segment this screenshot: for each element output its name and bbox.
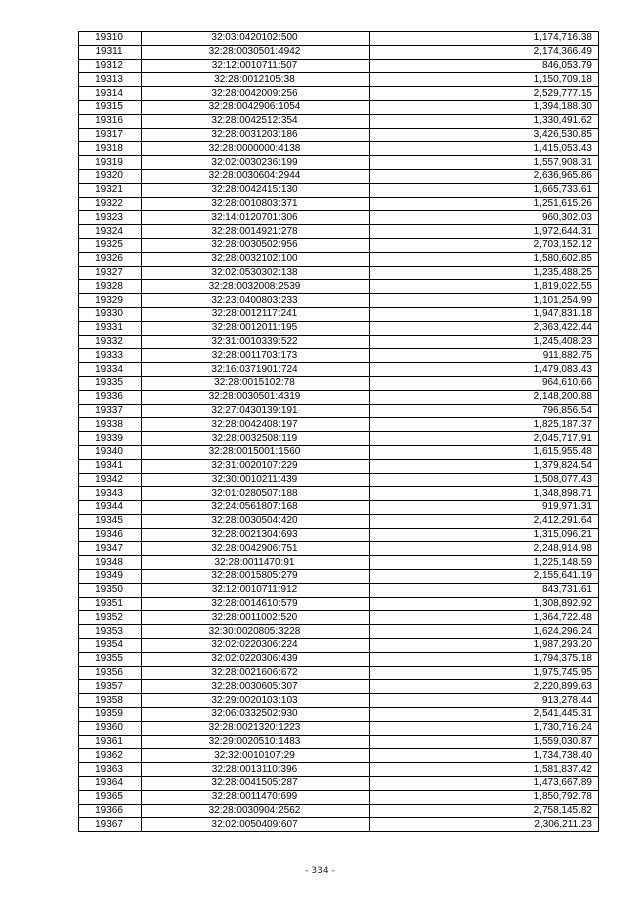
cadastral-number-cell: 32:02:0220306:224 <box>142 639 370 653</box>
amount-cell: 1,225,148.59 <box>370 556 599 570</box>
table-row <box>79 570 599 584</box>
row-id-cell: 19356 <box>79 666 142 680</box>
amount-cell: 1,624,296.24 <box>370 625 599 639</box>
cadastral-number-cell: 32:03:0420102:500 <box>142 32 370 46</box>
amount-cell: 2,636,965.86 <box>370 169 599 183</box>
table-row <box>79 169 599 183</box>
row-id-cell: 19341 <box>79 459 142 473</box>
amount-cell: 1,615,955.48 <box>370 445 599 459</box>
table-row <box>79 59 599 73</box>
amount-cell: 913,278.44 <box>370 694 599 708</box>
row-id-cell: 19355 <box>79 652 142 666</box>
table-row <box>79 459 599 473</box>
row-id-cell: 19318 <box>79 142 142 156</box>
row-id-cell: 19325 <box>79 238 142 252</box>
row-id-cell: 19362 <box>79 749 142 763</box>
table-row <box>79 818 599 832</box>
cadastral-number-cell: 32:28:0041505:287 <box>142 777 370 791</box>
table-row <box>79 321 599 335</box>
amount-cell: 1,150,709.18 <box>370 73 599 87</box>
table-row <box>79 666 599 680</box>
cadastral-number-cell: 32:01:0280507:188 <box>142 487 370 501</box>
cadastral-number-cell: 32:28:0011703:173 <box>142 349 370 363</box>
row-id-cell: 19353 <box>79 625 142 639</box>
amount-cell: 1,348,898.71 <box>370 487 599 501</box>
amount-cell: 1,379,824.54 <box>370 459 599 473</box>
amount-cell: 1,473,667.89 <box>370 777 599 791</box>
amount-cell: 2,758,145.82 <box>370 804 599 818</box>
table-row <box>79 197 599 211</box>
amount-cell: 1,825,187.37 <box>370 418 599 432</box>
cadastral-number-cell: 32:28:0012117:241 <box>142 307 370 321</box>
table-row <box>79 749 599 763</box>
amount-cell: 2,045,717.91 <box>370 432 599 446</box>
row-id-cell: 19361 <box>79 735 142 749</box>
table-row <box>79 349 599 363</box>
cadastral-number-cell: 32:02:0050409:607 <box>142 818 370 832</box>
table-row <box>79 225 599 239</box>
table-row <box>79 473 599 487</box>
amount-cell: 1,101,254.99 <box>370 294 599 308</box>
row-id-cell: 19311 <box>79 45 142 59</box>
data-table <box>78 31 599 832</box>
table-row <box>79 404 599 418</box>
table-row <box>79 735 599 749</box>
table-row <box>79 639 599 653</box>
cadastral-number-cell: 32:12:0010711:507 <box>142 59 370 73</box>
cadastral-number-cell: 32:28:0012105:38 <box>142 73 370 87</box>
table-row <box>79 542 599 556</box>
cadastral-number-cell: 32:02:0530302:138 <box>142 266 370 280</box>
amount-cell: 2,541,445.31 <box>370 708 599 722</box>
table-row <box>79 128 599 142</box>
amount-cell: 2,412,291.64 <box>370 514 599 528</box>
cadastral-number-cell: 32:28:0031203:186 <box>142 128 370 142</box>
row-id-cell: 19345 <box>79 514 142 528</box>
table-row <box>79 45 599 59</box>
amount-cell: 1,415,053.43 <box>370 142 599 156</box>
row-id-cell: 19310 <box>79 32 142 46</box>
table-row <box>79 514 599 528</box>
amount-cell: 1,245,408.23 <box>370 335 599 349</box>
cadastral-number-cell: 32:32:0010107:29 <box>142 749 370 763</box>
page-number: - 334 - <box>305 866 335 876</box>
table-row <box>79 556 599 570</box>
table-row <box>79 804 599 818</box>
cadastral-number-cell: 32:28:0011470:699 <box>142 790 370 804</box>
cadastral-number-cell: 32:29:0020103:103 <box>142 694 370 708</box>
row-id-cell: 19363 <box>79 763 142 777</box>
amount-cell: 1,581,837.42 <box>370 763 599 777</box>
row-id-cell: 19324 <box>79 225 142 239</box>
row-id-cell: 19332 <box>79 335 142 349</box>
cadastral-number-cell: 32:12:0010711:912 <box>142 583 370 597</box>
row-id-cell: 19347 <box>79 542 142 556</box>
amount-cell: 1,308,892.92 <box>370 597 599 611</box>
table-row <box>79 763 599 777</box>
cadastral-number-cell: 32:28:0011470:91 <box>142 556 370 570</box>
cadastral-number-cell: 32:31:0020107:229 <box>142 459 370 473</box>
cadastral-number-cell: 32:28:0042408:197 <box>142 418 370 432</box>
row-id-cell: 19357 <box>79 680 142 694</box>
table-row <box>79 694 599 708</box>
table-row <box>79 445 599 459</box>
cadastral-number-cell: 32:28:0042906:751 <box>142 542 370 556</box>
amount-cell: 796,856.54 <box>370 404 599 418</box>
cadastral-number-cell: 32:28:0030605:307 <box>142 680 370 694</box>
row-id-cell: 19322 <box>79 197 142 211</box>
amount-cell: 1,972,644.31 <box>370 225 599 239</box>
row-id-cell: 19344 <box>79 501 142 515</box>
amount-cell: 1,315,096.21 <box>370 528 599 542</box>
cadastral-number-cell: 32:28:0013110:396 <box>142 763 370 777</box>
row-id-cell: 19338 <box>79 418 142 432</box>
amount-cell: 2,363,422.44 <box>370 321 599 335</box>
table-row <box>79 363 599 377</box>
row-id-cell: 19349 <box>79 570 142 584</box>
table-row <box>79 790 599 804</box>
row-id-cell: 19337 <box>79 404 142 418</box>
row-id-cell: 19320 <box>79 169 142 183</box>
row-id-cell: 19348 <box>79 556 142 570</box>
row-id-cell: 19334 <box>79 363 142 377</box>
table-row <box>79 390 599 404</box>
cadastral-number-cell: 32:28:0042009:256 <box>142 87 370 101</box>
row-id-cell: 19360 <box>79 721 142 735</box>
table-row <box>79 611 599 625</box>
cadastral-number-cell: 32:28:0032102:100 <box>142 252 370 266</box>
row-id-cell: 19316 <box>79 114 142 128</box>
cadastral-number-cell: 32:27:0430139:191 <box>142 404 370 418</box>
table-row <box>79 418 599 432</box>
table-row <box>79 252 599 266</box>
table-row <box>79 32 599 46</box>
table-row <box>79 73 599 87</box>
row-id-cell: 19365 <box>79 790 142 804</box>
amount-cell: 1,730,716.24 <box>370 721 599 735</box>
cadastral-number-cell: 32:28:0021320:1223 <box>142 721 370 735</box>
cadastral-number-cell: 32:28:0030604:2944 <box>142 169 370 183</box>
row-id-cell: 19328 <box>79 280 142 294</box>
row-id-cell: 19342 <box>79 473 142 487</box>
row-id-cell: 19340 <box>79 445 142 459</box>
cadastral-number-cell: 32:24:0561807:168 <box>142 501 370 515</box>
row-id-cell: 19333 <box>79 349 142 363</box>
table-row <box>79 114 599 128</box>
cadastral-number-cell: 32:28:0030502:956 <box>142 238 370 252</box>
table-row <box>79 211 599 225</box>
row-id-cell: 19326 <box>79 252 142 266</box>
amount-cell: 1,364,722.48 <box>370 611 599 625</box>
table-row <box>79 280 599 294</box>
row-id-cell: 19366 <box>79 804 142 818</box>
amount-cell: 2,174,366.49 <box>370 45 599 59</box>
table-row <box>79 294 599 308</box>
cadastral-number-cell: 32:02:0220306:439 <box>142 652 370 666</box>
table-row <box>79 142 599 156</box>
amount-cell: 1,580,602.85 <box>370 252 599 266</box>
table-row <box>79 266 599 280</box>
cadastral-number-cell: 32:06:0332502:930 <box>142 708 370 722</box>
row-id-cell: 19364 <box>79 777 142 791</box>
amount-cell: 2,248,914.98 <box>370 542 599 556</box>
cadastral-number-cell: 32:28:0030501:4942 <box>142 45 370 59</box>
row-id-cell: 19359 <box>79 708 142 722</box>
table-row <box>79 307 599 321</box>
amount-cell: 1,987,293.20 <box>370 639 599 653</box>
cadastral-number-cell: 32:28:0015001:1560 <box>142 445 370 459</box>
table-row <box>79 238 599 252</box>
cadastral-number-cell: 32:14:0120701:306 <box>142 211 370 225</box>
amount-cell: 843,731.61 <box>370 583 599 597</box>
amount-cell: 911,882.75 <box>370 349 599 363</box>
row-id-cell: 19339 <box>79 432 142 446</box>
row-id-cell: 19350 <box>79 583 142 597</box>
table-row <box>79 432 599 446</box>
row-id-cell: 19317 <box>79 128 142 142</box>
amount-cell: 1,330,491.62 <box>370 114 599 128</box>
cadastral-number-cell: 32:28:0011002:520 <box>142 611 370 625</box>
row-id-cell: 19367 <box>79 818 142 832</box>
amount-cell: 2,220,899.63 <box>370 680 599 694</box>
table-row <box>79 708 599 722</box>
amount-cell: 1,734,738.40 <box>370 749 599 763</box>
cadastral-number-cell: 32:28:0000000:4138 <box>142 142 370 156</box>
amount-cell: 1,235,488.25 <box>370 266 599 280</box>
table-row <box>79 156 599 170</box>
amount-cell: 1,559,030.87 <box>370 735 599 749</box>
amount-cell: 1,394,188.30 <box>370 100 599 114</box>
table-row <box>79 100 599 114</box>
cadastral-number-cell: 32:28:0021304:693 <box>142 528 370 542</box>
cadastral-number-cell: 32:23:0400803:233 <box>142 294 370 308</box>
row-id-cell: 19354 <box>79 639 142 653</box>
cadastral-number-cell: 32:28:0032508:119 <box>142 432 370 446</box>
amount-cell: 2,529,777.15 <box>370 87 599 101</box>
table-row <box>79 335 599 349</box>
cadastral-number-cell: 32:02:0030236:199 <box>142 156 370 170</box>
table-row <box>79 597 599 611</box>
cadastral-number-cell: 32:28:0042415:130 <box>142 183 370 197</box>
amount-cell: 2,703,152.12 <box>370 238 599 252</box>
amount-cell: 1,850,792.78 <box>370 790 599 804</box>
amount-cell: 1,508,077.43 <box>370 473 599 487</box>
table-row <box>79 625 599 639</box>
row-id-cell: 19343 <box>79 487 142 501</box>
amount-cell: 1,251,615.26 <box>370 197 599 211</box>
cadastral-number-cell: 32:28:0042906:1054 <box>142 100 370 114</box>
row-id-cell: 19331 <box>79 321 142 335</box>
amount-cell: 1,665,733.61 <box>370 183 599 197</box>
row-id-cell: 19315 <box>79 100 142 114</box>
table-row <box>79 528 599 542</box>
row-id-cell: 19330 <box>79 307 142 321</box>
cadastral-number-cell: 32:28:0014921:278 <box>142 225 370 239</box>
table-row <box>79 680 599 694</box>
cadastral-number-cell: 32:30:0010211:439 <box>142 473 370 487</box>
amount-cell: 919,971.31 <box>370 501 599 515</box>
row-id-cell: 19327 <box>79 266 142 280</box>
table-row <box>79 487 599 501</box>
row-id-cell: 19323 <box>79 211 142 225</box>
amount-cell: 846,053.79 <box>370 59 599 73</box>
cadastral-number-cell: 32:29:0020510:1483 <box>142 735 370 749</box>
amount-cell: 1,479,083.43 <box>370 363 599 377</box>
cadastral-number-cell: 32:28:0010803:371 <box>142 197 370 211</box>
cadastral-number-cell: 32:28:0012011:195 <box>142 321 370 335</box>
cadastral-number-cell: 32:28:0014610:579 <box>142 597 370 611</box>
amount-cell: 1,975,745.95 <box>370 666 599 680</box>
amount-cell: 2,306,211.23 <box>370 818 599 832</box>
cadastral-number-cell: 32:16:0371901:724 <box>142 363 370 377</box>
amount-cell: 1,557,908.31 <box>370 156 599 170</box>
amount-cell: 2,148,200.88 <box>370 390 599 404</box>
cadastral-number-cell: 32:28:0030904:2562 <box>142 804 370 818</box>
row-id-cell: 19319 <box>79 156 142 170</box>
cadastral-number-cell: 32:28:0042512:354 <box>142 114 370 128</box>
cadastral-number-cell: 32:28:0021606:672 <box>142 666 370 680</box>
table-row <box>79 583 599 597</box>
amount-cell: 2,155,641.19 <box>370 570 599 584</box>
row-id-cell: 19336 <box>79 390 142 404</box>
cadastral-number-cell: 32:30:0020805:3228 <box>142 625 370 639</box>
row-id-cell: 19314 <box>79 87 142 101</box>
cadastral-number-cell: 32:28:0032008:2539 <box>142 280 370 294</box>
amount-cell: 3,426,530.85 <box>370 128 599 142</box>
table-row <box>79 183 599 197</box>
table-row <box>79 652 599 666</box>
row-id-cell: 19352 <box>79 611 142 625</box>
table-row <box>79 87 599 101</box>
table-row <box>79 777 599 791</box>
row-id-cell: 19358 <box>79 694 142 708</box>
table-row <box>79 721 599 735</box>
row-id-cell: 19329 <box>79 294 142 308</box>
cadastral-number-cell: 32:28:0015102:78 <box>142 376 370 390</box>
amount-cell: 1,947,831.18 <box>370 307 599 321</box>
table-row <box>79 376 599 390</box>
amount-cell: 1,819,022.55 <box>370 280 599 294</box>
amount-cell: 964,610.66 <box>370 376 599 390</box>
amount-cell: 960,302.03 <box>370 211 599 225</box>
cadastral-number-cell: 32:31:0010339:522 <box>142 335 370 349</box>
table-row <box>79 501 599 515</box>
table-body <box>79 32 599 832</box>
amount-cell: 1,794,375.18 <box>370 652 599 666</box>
row-id-cell: 19312 <box>79 59 142 73</box>
row-id-cell: 19351 <box>79 597 142 611</box>
cadastral-number-cell: 32:28:0015805:279 <box>142 570 370 584</box>
row-id-cell: 19335 <box>79 376 142 390</box>
row-id-cell: 19313 <box>79 73 142 87</box>
cadastral-number-cell: 32:28:0030504:420 <box>142 514 370 528</box>
amount-cell: 1,174,716.38 <box>370 32 599 46</box>
row-id-cell: 19321 <box>79 183 142 197</box>
cadastral-number-cell: 32:28:0030501:4319 <box>142 390 370 404</box>
row-id-cell: 19346 <box>79 528 142 542</box>
